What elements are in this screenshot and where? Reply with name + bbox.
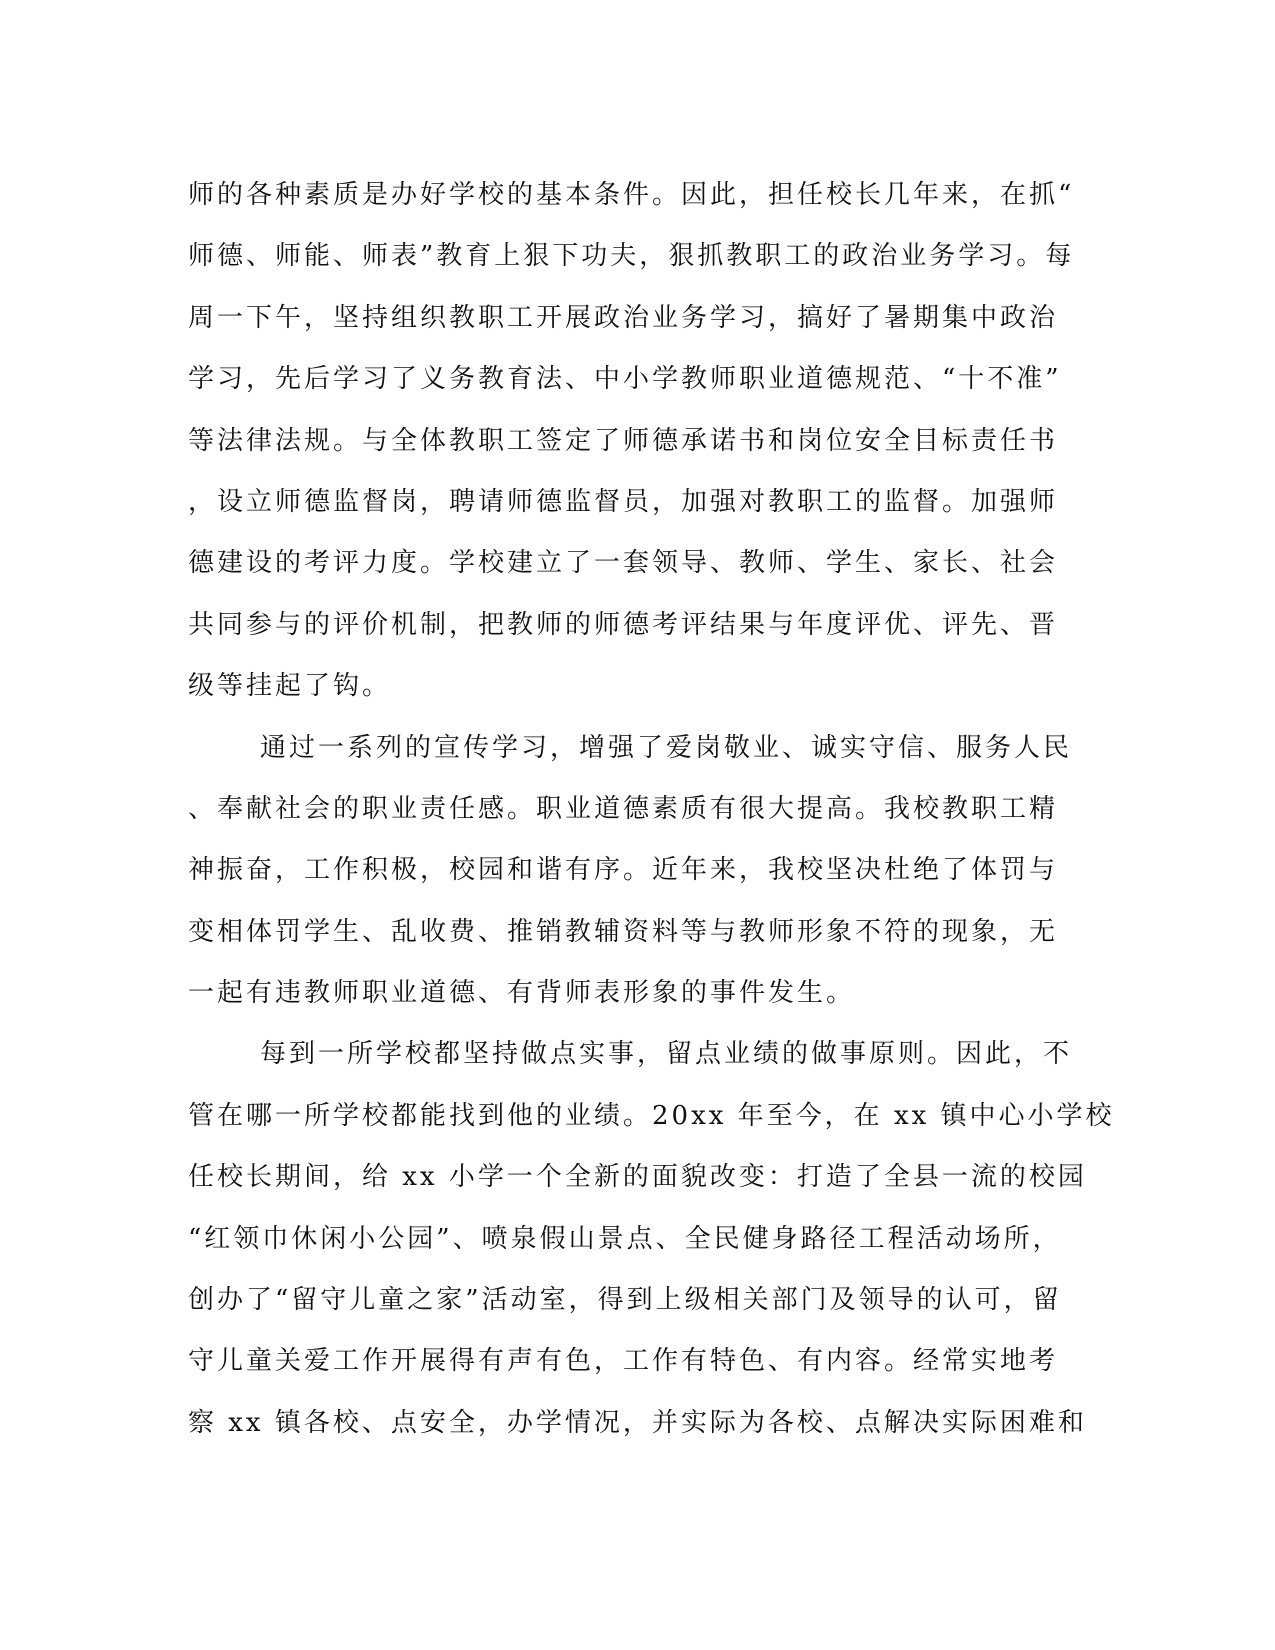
text-line: 级等挂起了钩。 bbox=[188, 671, 392, 702]
text-line: 德建设的考评力度。学校建立了一套领导、教师、学生、家长、社会 bbox=[188, 548, 1059, 579]
body-text bbox=[188, 165, 1115, 1454]
text-line: 管在哪一所学校都能找到他的业绩。20xx 年至今，在 xx 镇中心小学校 bbox=[188, 1100, 1115, 1131]
paragraph-first-line: 通过一系列的宣传学习，增强了爱岗敬业、诚实守信、服务人民 bbox=[260, 732, 1073, 763]
text-line: 等法律法规。与全体教职工签定了师德承诺书和岗位安全目标责任书 bbox=[188, 425, 1059, 456]
text-line: 、奉献社会的职业责任感。职业道德素质有很大提高。我校教职工精 bbox=[188, 793, 1059, 824]
text-line: 任校长期间，给 xx 小学一个全新的面貌改变：打造了全县一流的校园 bbox=[188, 1162, 1087, 1193]
paragraph-first-line: 每到一所学校都坚持做点实事，留点业绩的做事原则。因此，不 bbox=[260, 1039, 1073, 1070]
text-line: 察 xx 镇各校、点安全，办学情况，并实际为各校、点解决实际困难和 bbox=[188, 1407, 1087, 1438]
text-line: 师德、师能、师表”教育上狠下功夫，狠抓教职工的政治业务学习。每 bbox=[188, 241, 1075, 272]
text-line: 共同参与的评价机制，把教师的师德考评结果与年度评优、评先、晋 bbox=[188, 609, 1059, 640]
text-line: 变相体罚学生、乱收费、推销教辅资料等与教师形象不符的现象，无 bbox=[188, 916, 1059, 947]
text-line: 神振奋，工作积极，校园和谐有序。近年来，我校坚决杜绝了体罚与 bbox=[188, 855, 1059, 886]
text-line: 守儿童关爱工作开展得有声有色，工作有特色、有内容。经常实地考 bbox=[188, 1346, 1059, 1377]
text-line: 学习，先后学习了义务教育法、中小学教师职业道德规范、“十不准” bbox=[188, 364, 1062, 395]
text-line: 创办了“留守儿童之家”活动室，得到上级相关部门及领导的认可，留 bbox=[188, 1285, 1062, 1316]
text-line: 周一下午，坚持组织教职工开展政治业务学习，搞好了暑期集中政治 bbox=[188, 302, 1059, 333]
text-line: “红领巾休闲小公园”、喷泉假山景点、全民健身路径工程活动场所， bbox=[188, 1223, 1062, 1254]
text-line: 师的各种素质是办好学校的基本条件。因此，担任校长几年来，在抓“ bbox=[188, 180, 1075, 210]
text-line: ，设立师德监督岗，聘请师德监督员，加强对教职工的监督。加强师 bbox=[188, 486, 1059, 517]
text-line: 一起有违教师职业道德、有背师表形象的事件发生。 bbox=[188, 978, 856, 1009]
